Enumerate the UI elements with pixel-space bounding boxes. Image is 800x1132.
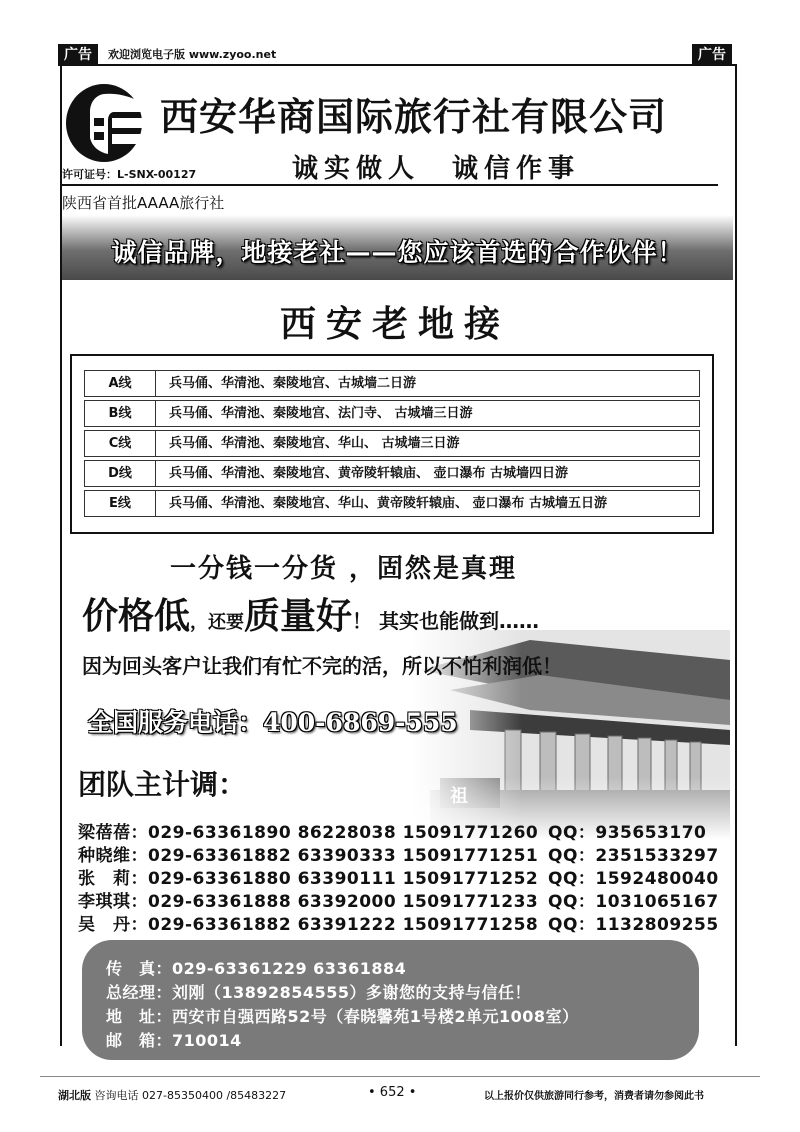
footer-rule (40, 1076, 760, 1077)
route-code: C线 (85, 431, 156, 456)
member-name: 梁蓓蓓： (78, 823, 148, 843)
member-qq: QQ：1031065167 (548, 892, 719, 912)
team-title: 团队主计调： (78, 768, 247, 801)
member-qq: QQ：1592480040 (548, 869, 719, 889)
route-code: A线 (85, 371, 156, 396)
tagline: 陕西省首批AAAA旅行社 (62, 194, 225, 212)
route-code: D线 (85, 461, 156, 486)
member-qq: QQ：1132809255 (548, 915, 719, 935)
company-name: 西安华商国际旅行社有限公司 (160, 95, 668, 139)
member-qq: QQ：935653170 (548, 823, 707, 843)
team-member (78, 864, 538, 889)
team-member (78, 818, 538, 843)
fax-line: 传 真：029-63361229 63361884 (106, 959, 407, 978)
team-member (78, 910, 538, 935)
route-desc: 兵马俑、华清池、秦陵地宫、黄帝陵轩辕庙、 壶口瀑布 古城墙四日游 (169, 466, 569, 481)
slogan-line-1: 一分钱一分货 ，固然是真理 (170, 554, 518, 584)
postcode-line: 邮 箱：710014 (106, 1031, 242, 1050)
slogan-line-2 (82, 588, 539, 639)
slogan-quality: 质量好 (244, 596, 353, 637)
route-code: E线 (85, 491, 156, 516)
member-tel: 029-63361882 63390333 15091771251 (148, 846, 539, 866)
routes-table (70, 354, 714, 534)
member-name: 李琪琪： (78, 892, 148, 912)
member-tel: 029-63361890 86228038 15091771260 (148, 823, 539, 843)
footer-right: 以上报价仅供旅游同行参考，消费者请勿参阅此书 (484, 1091, 704, 1102)
page-number: • 652 • (368, 1085, 417, 1100)
hotline: 全国服务电话：400-6869-555 (88, 708, 458, 737)
slogan-banner (62, 215, 733, 280)
team-member (78, 887, 538, 912)
member-name: 种晓维： (78, 846, 148, 866)
team-member (78, 841, 538, 866)
member-tel: 029-63361882 63391222 15091771258 (148, 915, 539, 935)
company-motto: 诚实做人 诚信作事 (292, 154, 581, 184)
route-code: B线 (85, 401, 156, 426)
header-rule (62, 184, 718, 186)
route-desc: 兵马俑、华清池、秦陵地宫、古城墙二日游 (169, 376, 417, 391)
route-desc: 兵马俑、华清池、秦陵地宫、华山、黄帝陵轩辕庙、 壶口瀑布 古城墙五日游 (169, 496, 608, 511)
company-logo (64, 82, 156, 164)
route-row (84, 400, 700, 427)
license-number: 许可证号：L-SNX-00127 (62, 168, 197, 181)
member-tel: 029-63361888 63392000 15091771233 (148, 892, 539, 912)
routes-title: 西安老地接 (279, 303, 510, 345)
site-text: 欢迎浏览电子版 www.zyoo.net (108, 48, 277, 61)
route-desc: 兵马俑、华清池、秦陵地宫、法门寺、 古城墙三日游 (169, 406, 473, 421)
route-row (84, 370, 700, 397)
member-tel: 029-63361880 63390111 15091771252 (148, 869, 539, 889)
banner-text: 诚信品牌，地接老社——您应该首选的合作伙伴！ (111, 238, 684, 267)
slogan-can-do: ！ 其实也能做到…… (352, 609, 539, 633)
route-desc: 兵马俑、华清池、秦陵地宫、华山、 古城墙三日游 (169, 436, 460, 451)
footer-phone: 咨询电话 027-85350400 /85483227 (94, 1089, 287, 1102)
slogan-price-low: 价格低 (82, 596, 191, 637)
member-qq: QQ：2351533297 (548, 846, 719, 866)
route-row (84, 460, 700, 487)
route-row (84, 430, 700, 457)
contact-info-box (82, 940, 699, 1060)
ad-label-left: 广告 (58, 44, 98, 66)
ad-label-right: 广告 (692, 44, 732, 66)
member-name: 吴 丹： (78, 915, 148, 935)
slogan-still: ，还要 (190, 612, 245, 633)
route-row (84, 490, 700, 517)
address-line: 地 址：西安市自强西路52号（春晓馨苑1号楼2单元1008室） (106, 1007, 579, 1026)
slogan-line-3: 因为回头客户让我们有忙不完的活，所以不怕利润低！ (82, 654, 562, 678)
member-name: 张 莉： (78, 869, 148, 889)
footer-left (58, 1087, 286, 1103)
manager-line: 总经理：刘刚（13892854555）多谢您的支持与信任！ (106, 983, 531, 1002)
footer-edition: 湖北版 (58, 1089, 91, 1102)
